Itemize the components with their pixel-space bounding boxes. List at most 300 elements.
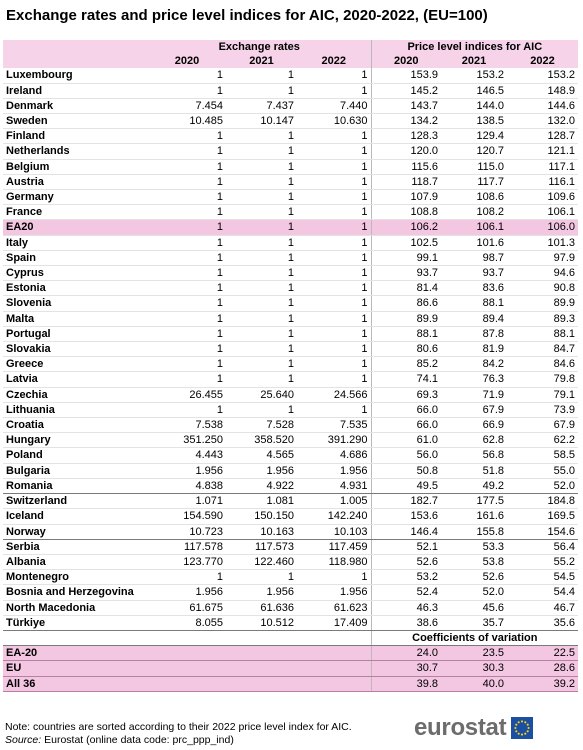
flag-star xyxy=(518,721,520,723)
cell-value: 138.5 xyxy=(441,114,507,129)
cell-value: 1 xyxy=(226,402,297,417)
cell-value: 1 xyxy=(297,174,371,189)
table-row xyxy=(3,372,578,387)
cell-value: 1.071 xyxy=(148,494,226,509)
logo-text: eurostat xyxy=(414,714,507,741)
table-row xyxy=(3,114,578,129)
cell-value: 108.8 xyxy=(371,205,441,220)
cell-value: 148.9 xyxy=(507,83,578,98)
cell-value: 123.770 xyxy=(148,554,226,569)
cell-value: 115.6 xyxy=(371,159,441,174)
data-table xyxy=(3,40,578,692)
cell-value: 145.2 xyxy=(371,83,441,98)
cell-value: 1 xyxy=(297,570,371,585)
cell-value: 150.150 xyxy=(226,509,297,524)
flag-star xyxy=(525,733,527,735)
cell-value: 22.5 xyxy=(507,646,578,661)
cell-value: 1 xyxy=(148,68,226,83)
row-label: EU xyxy=(3,661,148,676)
cell-value: 169.5 xyxy=(507,509,578,524)
cell-value: 89.4 xyxy=(441,311,507,326)
cell-value: 61.675 xyxy=(148,600,226,615)
cell-value: 182.7 xyxy=(371,494,441,509)
row-label: Iceland xyxy=(3,509,148,524)
header-price-level-indices: Price level indices for AIC xyxy=(371,40,578,54)
cell-value: 67.9 xyxy=(441,402,507,417)
cell-value: 87.8 xyxy=(441,326,507,341)
cell-value: 17.409 xyxy=(297,615,371,630)
row-label: Serbia xyxy=(3,539,148,554)
empty-cell xyxy=(297,661,371,676)
cell-value: 1 xyxy=(148,326,226,341)
header-row-groups xyxy=(3,40,578,54)
table-row xyxy=(3,235,578,250)
cell-value: 153.9 xyxy=(371,68,441,83)
flag-star xyxy=(528,727,530,729)
cell-value: 61.0 xyxy=(371,433,441,448)
cell-value: 391.290 xyxy=(297,433,371,448)
cell-value: 52.1 xyxy=(371,539,441,554)
row-label: EA20 xyxy=(3,220,148,235)
cell-value: 1 xyxy=(297,296,371,311)
cell-value: 154.590 xyxy=(148,509,226,524)
cell-value: 144.0 xyxy=(441,98,507,113)
cell-value: 7.538 xyxy=(148,418,226,433)
cell-value: 7.528 xyxy=(226,418,297,433)
cell-value: 4.686 xyxy=(297,448,371,463)
cell-value: 1 xyxy=(148,250,226,265)
cell-value: 101.3 xyxy=(507,235,578,250)
cell-value: 7.535 xyxy=(297,418,371,433)
cell-value: 1 xyxy=(226,174,297,189)
empty-cell xyxy=(148,661,226,676)
flag-star xyxy=(516,724,518,726)
cell-value: 55.2 xyxy=(507,554,578,569)
cell-value: 1 xyxy=(297,342,371,357)
cell-value: 1 xyxy=(148,570,226,585)
table-row xyxy=(3,554,578,569)
cell-value: 109.6 xyxy=(507,190,578,205)
cell-value: 1 xyxy=(297,129,371,144)
empty-cell xyxy=(226,646,297,661)
cell-value: 58.5 xyxy=(507,448,578,463)
cell-value: 84.7 xyxy=(507,342,578,357)
table-row xyxy=(3,494,578,509)
cell-value: 1 xyxy=(226,190,297,205)
cell-value: 98.7 xyxy=(441,250,507,265)
row-label: Romania xyxy=(3,478,148,493)
cell-value: 1 xyxy=(148,311,226,326)
cell-value: 93.7 xyxy=(441,266,507,281)
row-label: Hungary xyxy=(3,433,148,448)
cell-value: 1 xyxy=(226,266,297,281)
table-row xyxy=(3,615,578,630)
coefficient-row xyxy=(3,646,578,661)
cell-value: 66.9 xyxy=(441,418,507,433)
cell-value: 1.956 xyxy=(297,463,371,478)
row-label: All 36 xyxy=(3,676,148,691)
cell-value: 1 xyxy=(297,402,371,417)
cell-value: 86.6 xyxy=(371,296,441,311)
row-label: North Macedonia xyxy=(3,600,148,615)
row-label: Bosnia and Herzegovina xyxy=(3,585,148,600)
cell-value: 154.6 xyxy=(507,524,578,539)
cell-value: 1 xyxy=(226,83,297,98)
cell-value: 1 xyxy=(226,357,297,372)
cell-value: 1 xyxy=(226,159,297,174)
row-label: Estonia xyxy=(3,281,148,296)
flag-star xyxy=(518,733,520,735)
empty-cell xyxy=(226,676,297,691)
cell-value: 50.8 xyxy=(371,463,441,478)
cell-value: 61.636 xyxy=(226,600,297,615)
cell-value: 120.0 xyxy=(371,144,441,159)
cell-value: 40.0 xyxy=(441,676,507,691)
flag-star xyxy=(521,720,523,722)
table-row xyxy=(3,311,578,326)
cell-value: 1 xyxy=(148,235,226,250)
cell-value: 10.723 xyxy=(148,524,226,539)
cell-value: 1 xyxy=(297,83,371,98)
cell-value: 88.1 xyxy=(441,296,507,311)
cell-value: 101.6 xyxy=(441,235,507,250)
table-row xyxy=(3,448,578,463)
table-row xyxy=(3,68,578,83)
header-year: 2021 xyxy=(441,54,507,68)
cell-value: 79.8 xyxy=(507,372,578,387)
cell-value: 10.485 xyxy=(148,114,226,129)
cell-value: 61.623 xyxy=(297,600,371,615)
table-row xyxy=(3,402,578,417)
cell-value: 118.7 xyxy=(371,174,441,189)
cell-value: 4.443 xyxy=(148,448,226,463)
footnote xyxy=(5,721,352,747)
cell-value: 52.0 xyxy=(441,585,507,600)
cell-value: 108.6 xyxy=(441,190,507,205)
row-label: France xyxy=(3,205,148,220)
row-label: Switzerland xyxy=(3,494,148,509)
cell-value: 153.2 xyxy=(441,68,507,83)
cell-value: 1.956 xyxy=(148,463,226,478)
cell-value: 117.459 xyxy=(297,539,371,554)
cell-value: 24.566 xyxy=(297,387,371,402)
row-label: Finland xyxy=(3,129,148,144)
row-label: Portugal xyxy=(3,326,148,341)
empty-cell xyxy=(148,646,226,661)
cell-value: 1 xyxy=(297,144,371,159)
cell-value: 358.520 xyxy=(226,433,297,448)
cell-value: 56.4 xyxy=(507,539,578,554)
cell-value: 10.163 xyxy=(226,524,297,539)
cell-value: 76.3 xyxy=(441,372,507,387)
cell-value: 35.6 xyxy=(507,615,578,630)
cell-value: 153.2 xyxy=(507,68,578,83)
row-label: Slovakia xyxy=(3,342,148,357)
cell-value: 1 xyxy=(297,68,371,83)
cell-value: 4.838 xyxy=(148,478,226,493)
cell-value: 8.055 xyxy=(148,615,226,630)
cell-value: 1 xyxy=(226,342,297,357)
table-row xyxy=(3,387,578,402)
cell-value: 88.1 xyxy=(507,326,578,341)
cell-value: 1 xyxy=(297,281,371,296)
note-text: Note: countries are sorted according to their 2022 price level index for AIC. xyxy=(5,721,352,733)
cell-value: 117.1 xyxy=(507,159,578,174)
table-row xyxy=(3,326,578,341)
cell-value: 1 xyxy=(148,402,226,417)
cell-value: 81.4 xyxy=(371,281,441,296)
cell-value: 83.6 xyxy=(441,281,507,296)
cell-value: 1 xyxy=(297,220,371,235)
header-row-years xyxy=(3,54,578,68)
cell-value: 52.6 xyxy=(441,570,507,585)
cell-value: 1 xyxy=(297,357,371,372)
cell-value: 1.956 xyxy=(226,463,297,478)
cell-value: 97.9 xyxy=(507,250,578,265)
cell-value: 1 xyxy=(148,220,226,235)
cell-value: 93.7 xyxy=(371,266,441,281)
row-label: Albania xyxy=(3,554,148,569)
cell-value: 122.460 xyxy=(226,554,297,569)
eurostat-logo xyxy=(414,713,576,743)
cell-value: 146.5 xyxy=(441,83,507,98)
cell-value: 67.9 xyxy=(507,418,578,433)
cell-value: 1 xyxy=(148,159,226,174)
header-exchange-rates: Exchange rates xyxy=(148,40,371,54)
row-label: Türkiye xyxy=(3,615,148,630)
cell-value: 79.1 xyxy=(507,387,578,402)
cell-value: 1 xyxy=(297,326,371,341)
cell-value: 1 xyxy=(148,281,226,296)
row-label: Belgium xyxy=(3,159,148,174)
cell-value: 46.3 xyxy=(371,600,441,615)
row-label: Czechia xyxy=(3,387,148,402)
cell-value: 69.3 xyxy=(371,387,441,402)
cell-value: 26.455 xyxy=(148,387,226,402)
table-row xyxy=(3,144,578,159)
cell-value: 142.240 xyxy=(297,509,371,524)
row-label: Croatia xyxy=(3,418,148,433)
cell-value: 74.1 xyxy=(371,372,441,387)
cell-value: 128.7 xyxy=(507,129,578,144)
cell-value: 1 xyxy=(148,266,226,281)
table-row xyxy=(3,296,578,311)
cell-value: 99.1 xyxy=(371,250,441,265)
cell-value: 120.7 xyxy=(441,144,507,159)
cell-value: 1 xyxy=(226,144,297,159)
cell-value: 62.8 xyxy=(441,433,507,448)
row-label: Germany xyxy=(3,190,148,205)
cell-value: 1 xyxy=(226,205,297,220)
cell-value: 107.9 xyxy=(371,190,441,205)
table-row xyxy=(3,205,578,220)
cell-value: 1 xyxy=(226,372,297,387)
flag-star xyxy=(527,730,529,732)
cell-value: 90.8 xyxy=(507,281,578,296)
source-label: Source: xyxy=(5,734,42,746)
cell-value: 24.0 xyxy=(371,646,441,661)
source-text: Eurostat (online data code: prc_ppp_ind) xyxy=(41,734,234,746)
table-row xyxy=(3,98,578,113)
cell-value: 25.640 xyxy=(226,387,297,402)
cell-value: 1.956 xyxy=(148,585,226,600)
row-label: Austria xyxy=(3,174,148,189)
cell-value: 45.6 xyxy=(441,600,507,615)
page-title: Exchange rates and price level indices for AIC, 2020-2022, (EU=100) xyxy=(6,7,488,24)
row-label: Poland xyxy=(3,448,148,463)
table-row xyxy=(3,266,578,281)
cell-value: 1 xyxy=(148,144,226,159)
cell-value: 7.437 xyxy=(226,98,297,113)
table-row xyxy=(3,281,578,296)
row-label: Italy xyxy=(3,235,148,250)
cell-value: 177.5 xyxy=(441,494,507,509)
cell-value: 28.6 xyxy=(507,661,578,676)
cell-value: 1.956 xyxy=(297,585,371,600)
cell-value: 1 xyxy=(226,235,297,250)
table-row xyxy=(3,433,578,448)
cell-value: 1 xyxy=(297,205,371,220)
cell-value: 53.3 xyxy=(441,539,507,554)
cell-value: 52.6 xyxy=(371,554,441,569)
flag-star xyxy=(525,721,527,723)
header-year: 2020 xyxy=(148,54,226,68)
row-label: EA-20 xyxy=(3,646,148,661)
row-label: Luxembourg xyxy=(3,68,148,83)
cell-value: 153.6 xyxy=(371,509,441,524)
cell-value: 81.9 xyxy=(441,342,507,357)
cell-value: 1.005 xyxy=(297,494,371,509)
coefficients-title-row xyxy=(3,630,578,645)
table-row xyxy=(3,83,578,98)
cell-value: 117.7 xyxy=(441,174,507,189)
cell-value: 85.2 xyxy=(371,357,441,372)
cell-value: 1 xyxy=(148,357,226,372)
cell-value: 89.9 xyxy=(371,311,441,326)
table-row xyxy=(3,524,578,539)
cell-value: 39.2 xyxy=(507,676,578,691)
cell-value: 10.512 xyxy=(226,615,297,630)
cell-value: 39.8 xyxy=(371,676,441,691)
cell-value: 66.0 xyxy=(371,418,441,433)
cell-value: 23.5 xyxy=(441,646,507,661)
cell-value: 1.081 xyxy=(226,494,297,509)
flag-star xyxy=(527,724,529,726)
cell-value: 146.4 xyxy=(371,524,441,539)
cell-value: 53.2 xyxy=(371,570,441,585)
table-row xyxy=(3,129,578,144)
cell-value: 132.0 xyxy=(507,114,578,129)
coefficient-row xyxy=(3,661,578,676)
flag-star xyxy=(515,727,517,729)
header-year: 2022 xyxy=(507,54,578,68)
row-label: Denmark xyxy=(3,98,148,113)
cell-value: 35.7 xyxy=(441,615,507,630)
cell-value: 1 xyxy=(226,281,297,296)
cell-value: 106.0 xyxy=(507,220,578,235)
cell-value: 10.630 xyxy=(297,114,371,129)
row-label: Bulgaria xyxy=(3,463,148,478)
table-row xyxy=(3,478,578,493)
flag-background xyxy=(511,717,533,739)
cell-value: 155.8 xyxy=(441,524,507,539)
cell-value: 73.9 xyxy=(507,402,578,417)
cell-value: 66.0 xyxy=(371,402,441,417)
cell-value: 49.5 xyxy=(371,478,441,493)
cell-value: 115.0 xyxy=(441,159,507,174)
table-row xyxy=(3,357,578,372)
cell-value: 116.1 xyxy=(507,174,578,189)
cell-value: 1 xyxy=(226,220,297,235)
cell-value: 143.7 xyxy=(371,98,441,113)
cell-value: 4.565 xyxy=(226,448,297,463)
cell-value: 54.4 xyxy=(507,585,578,600)
cell-value: 1 xyxy=(226,129,297,144)
empty-cell xyxy=(226,661,297,676)
cell-value: 1 xyxy=(148,83,226,98)
flag-star xyxy=(516,730,518,732)
cell-value: 1 xyxy=(297,311,371,326)
cell-value: 129.4 xyxy=(441,129,507,144)
empty-cell xyxy=(148,676,226,691)
cell-value: 1 xyxy=(148,342,226,357)
cell-value: 84.2 xyxy=(441,357,507,372)
cell-value: 1 xyxy=(226,311,297,326)
eu-flag-icon xyxy=(511,717,533,739)
cell-value: 52.4 xyxy=(371,585,441,600)
cell-value: 89.3 xyxy=(507,311,578,326)
cell-value: 4.931 xyxy=(297,478,371,493)
cell-value: 102.5 xyxy=(371,235,441,250)
coefficients-title: Coefficients of variation xyxy=(371,630,578,645)
cell-value: 161.6 xyxy=(441,509,507,524)
cell-value: 1 xyxy=(297,250,371,265)
empty-cell xyxy=(297,676,371,691)
cell-value: 10.147 xyxy=(226,114,297,129)
cell-value: 94.6 xyxy=(507,266,578,281)
cell-value: 1 xyxy=(148,190,226,205)
table-row xyxy=(3,418,578,433)
table-row xyxy=(3,250,578,265)
cell-value: 71.9 xyxy=(441,387,507,402)
row-label: Sweden xyxy=(3,114,148,129)
cell-value: 38.6 xyxy=(371,615,441,630)
header-year: 2020 xyxy=(371,54,441,68)
row-label: Montenegro xyxy=(3,570,148,585)
cell-value: 1 xyxy=(148,372,226,387)
cell-value: 46.7 xyxy=(507,600,578,615)
cell-value: 1 xyxy=(297,190,371,205)
cell-value: 108.2 xyxy=(441,205,507,220)
cell-value: 51.8 xyxy=(441,463,507,478)
cell-value: 1 xyxy=(148,129,226,144)
empty-cell xyxy=(3,630,371,645)
table-row xyxy=(3,159,578,174)
cell-value: 1 xyxy=(297,235,371,250)
cell-value: 54.5 xyxy=(507,570,578,585)
cell-value: 1 xyxy=(148,174,226,189)
cell-value: 30.3 xyxy=(441,661,507,676)
table-row xyxy=(3,509,578,524)
cell-value: 62.2 xyxy=(507,433,578,448)
row-label: Netherlands xyxy=(3,144,148,159)
cell-value: 117.573 xyxy=(226,539,297,554)
cell-value: 56.8 xyxy=(441,448,507,463)
cell-value: 1 xyxy=(297,372,371,387)
cell-value: 1.956 xyxy=(226,585,297,600)
cell-value: 1 xyxy=(226,570,297,585)
cell-value: 1 xyxy=(148,296,226,311)
